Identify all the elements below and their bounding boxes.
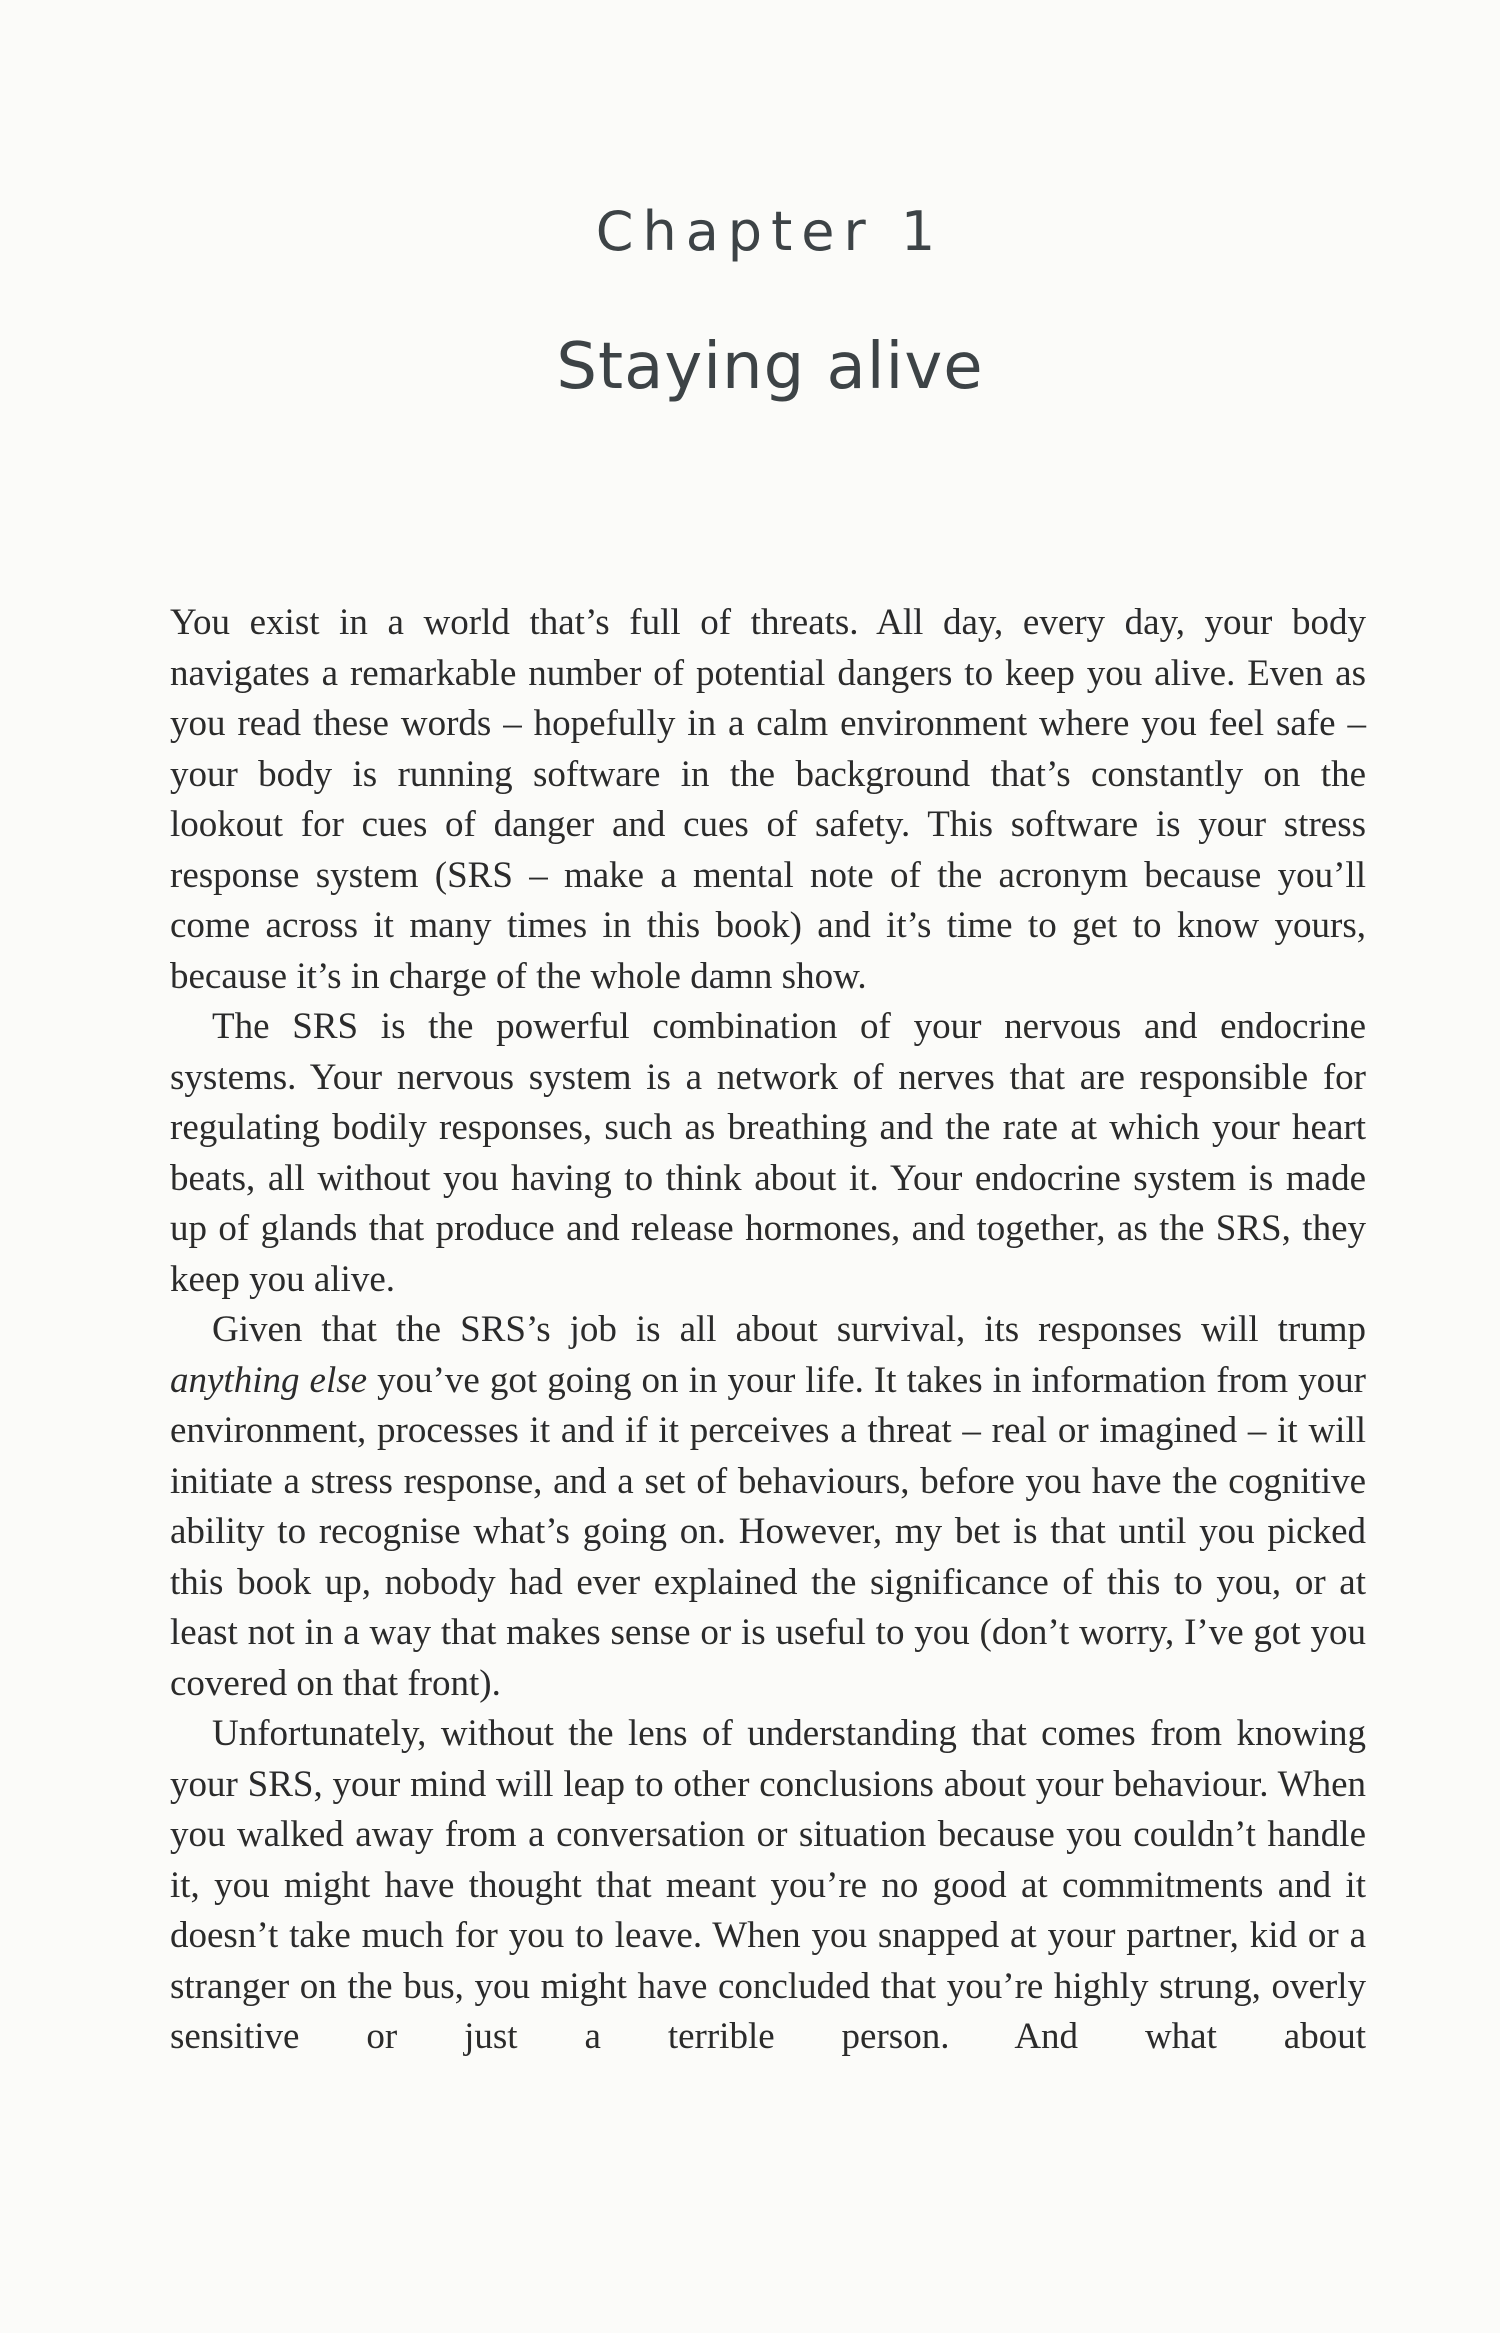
paragraph-1: You exist in a world that’s full of threats. All day, every day, your body navigates a remarkable number of potential dangers to keep you alive. Even as you read these words – hopefully in a calm environment where you feel safe – your body is running software in the background that’s constantly on the lookout for cues of danger and cues of safety. This software is your stress response system (SRS – make a mental note of the acronym because you’ll come across it many times in this book) and it’s time to get to know yours, because it’s in charge of the whole damn show.	[170, 602, 1366, 997]
body-text	[170, 598, 1366, 2063]
paragraph-3-part-2: you’ve got going on in your life. It takes in information from your environment, processes it and if it perceives a threat – real or imagined – it will initiate a stress response, and a set of behaviours, before you have the cognitive ability to recognise what’s going on. However, my bet is that until you picked this book up, nobody had ever explained the significance of this to you, or at least not in a way that makes sense or is useful to you (don’t worry, I’ve got you covered on that front).	[170, 1359, 1366, 1704]
chapter-label: Chapter 1	[595, 200, 945, 263]
paragraph-3-part-1: Given that the SRS’s job is all about survival, its responses will trump	[212, 1309, 1366, 1350]
paragraph-2: The SRS is the powerful combination of your nervous and endocrine systems. Your nervous system is a network of nerves that are responsible for regulating bodily responses, such as breathing and the rate at which your heart beats, all without you having to think about it. Your endocrine system is made up of glands that produce and release hormones, and together, as the SRS, they keep you alive.	[170, 1006, 1366, 1300]
paragraph-4: Unfortunately, without the lens of understanding that comes from knowing your SRS, your mind will leap to other conclusions about your behaviour. When you walked away from a conversation or situation because you couldn’t handle it, you might have thought that meant you’re no good at commitments and it doesn’t take much for you to leave. When you snapped at your partner, kid or a stranger on the bus, you might have concluded that you’re highly strung, overly sensitive or just a terrible person. And what about	[170, 1713, 1366, 2057]
paragraph-3	[170, 1305, 1366, 1709]
emphasis-text: anything else	[170, 1359, 368, 1401]
chapter-title: Staying alive	[556, 330, 984, 404]
